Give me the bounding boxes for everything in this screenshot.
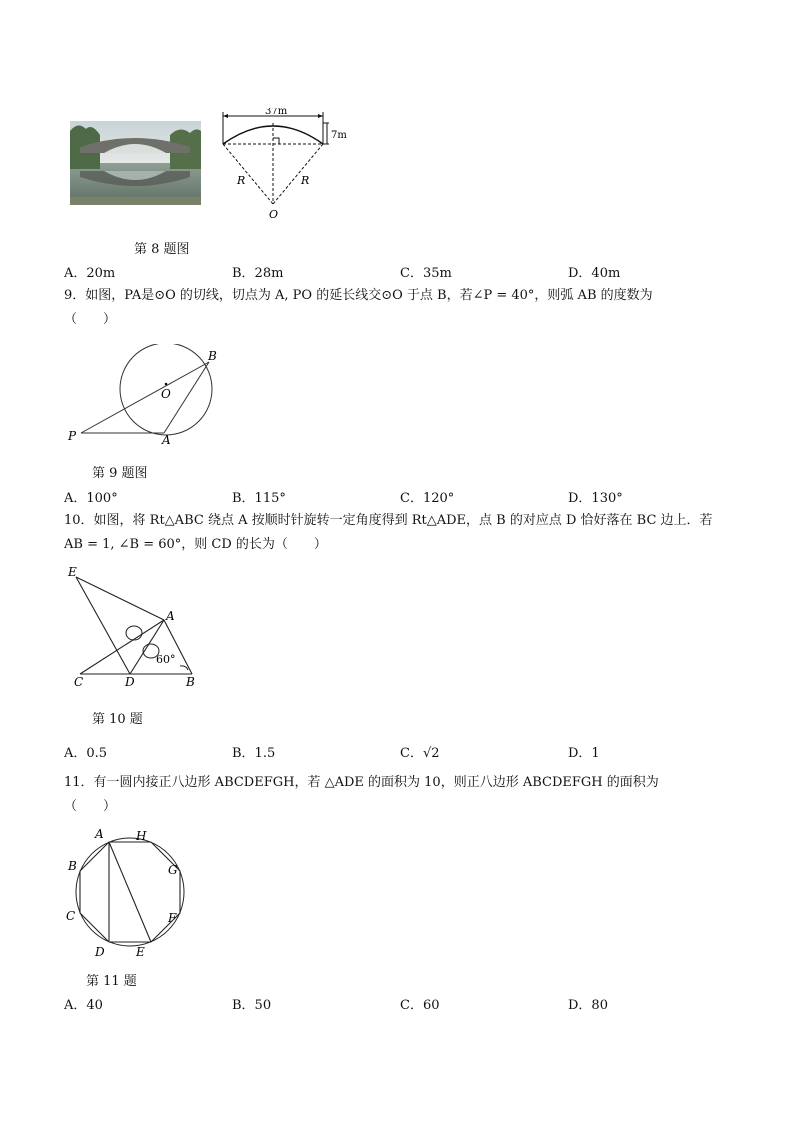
q8-option-b[interactable]: B．28m: [232, 266, 284, 281]
q10-label-a: A: [166, 609, 175, 623]
q9-stem-line2: （ ）: [64, 312, 117, 327]
q9-option-c[interactable]: C．120°: [400, 491, 455, 506]
q11-label-b: B: [68, 859, 77, 873]
q9-option-a[interactable]: A．100°: [64, 491, 118, 506]
q10-option-a[interactable]: A．0.5: [64, 746, 108, 761]
q8-height-label: 7m: [331, 130, 347, 141]
q10-stem-line2: AB = 1, ∠B = 60°，则 CD 的长为（ ）: [64, 537, 327, 552]
q8-radius-right: R: [301, 174, 310, 187]
q9-label-o: O: [161, 387, 171, 401]
q10-option-d[interactable]: D．1: [568, 746, 600, 761]
q11-option-a[interactable]: A．40: [64, 998, 103, 1013]
q11-option-d[interactable]: D．80: [568, 998, 608, 1013]
q9-tangent-diagram: [64, 344, 234, 448]
q8-bridge-photo: [70, 121, 201, 205]
q11-label-g: G: [168, 863, 178, 877]
q11-option-c[interactable]: C．60: [400, 998, 440, 1013]
q8-span-label: 37m: [265, 108, 288, 117]
q10-caption: 第 10 题: [92, 712, 143, 727]
q11-label-e: E: [136, 945, 145, 959]
q10-label-b: B: [186, 675, 195, 689]
q11-stem-line1: 11．有一圆内接正八边形 ABCDEFGH，若 △ADE 的面积为 10，则正八边形 ABCDEFGH 的面积为: [64, 775, 659, 790]
q10-label-e: E: [68, 565, 77, 579]
q10-option-c[interactable]: C．√2: [400, 746, 440, 761]
q11-option-b[interactable]: B．50: [232, 998, 272, 1013]
q11-label-c: C: [66, 909, 76, 923]
q10-rotation-diagram: [64, 562, 204, 690]
q8-option-a[interactable]: A．20m: [64, 266, 116, 281]
q8-option-c[interactable]: C．35m: [400, 266, 452, 281]
q11-octagon-diagram: [64, 824, 188, 962]
q10-label-c: C: [74, 675, 84, 689]
q10-angle-label: 60°: [156, 653, 176, 666]
q11-stem-line2: （ ）: [64, 799, 117, 814]
q10-option-b[interactable]: B．1.5: [232, 746, 276, 761]
q8-caption: 第 8 题图: [134, 242, 190, 257]
q8-radius-left: R: [237, 174, 246, 187]
q9-label-p: P: [68, 429, 77, 443]
q9-label-b: B: [208, 349, 217, 363]
q11-label-h: H: [136, 829, 147, 843]
q10-stem-line1: 10．如图，将 Rt△ABC 绕点 A 按顺时针旋转一定角度得到 Rt△ADE，点 B 的对应点 D 恰好落在 BC 边上．若: [64, 513, 713, 528]
q9-stem-line1: 9．如图，PA是⊙O 的切线，切点为 A, PO 的延长线交⊙O 于点 B，若∠P = 40°，则弧 AB 的度数为: [64, 288, 653, 303]
q9-caption: 第 9 题图: [92, 466, 148, 481]
q11-label-f: F: [168, 911, 177, 925]
q9-option-d[interactable]: D．130°: [568, 491, 623, 506]
q8-option-d[interactable]: D．40m: [568, 266, 621, 281]
q11-caption: 第 11 题: [86, 974, 137, 989]
q8-arch-diagram: [215, 108, 355, 224]
q8-center-label: O: [269, 208, 279, 221]
q11-label-d: D: [95, 945, 105, 959]
q11-label-a: A: [95, 827, 104, 841]
q9-option-b[interactable]: B．115°: [232, 491, 286, 506]
q10-label-d: D: [125, 675, 135, 689]
q9-label-a: A: [162, 433, 171, 447]
